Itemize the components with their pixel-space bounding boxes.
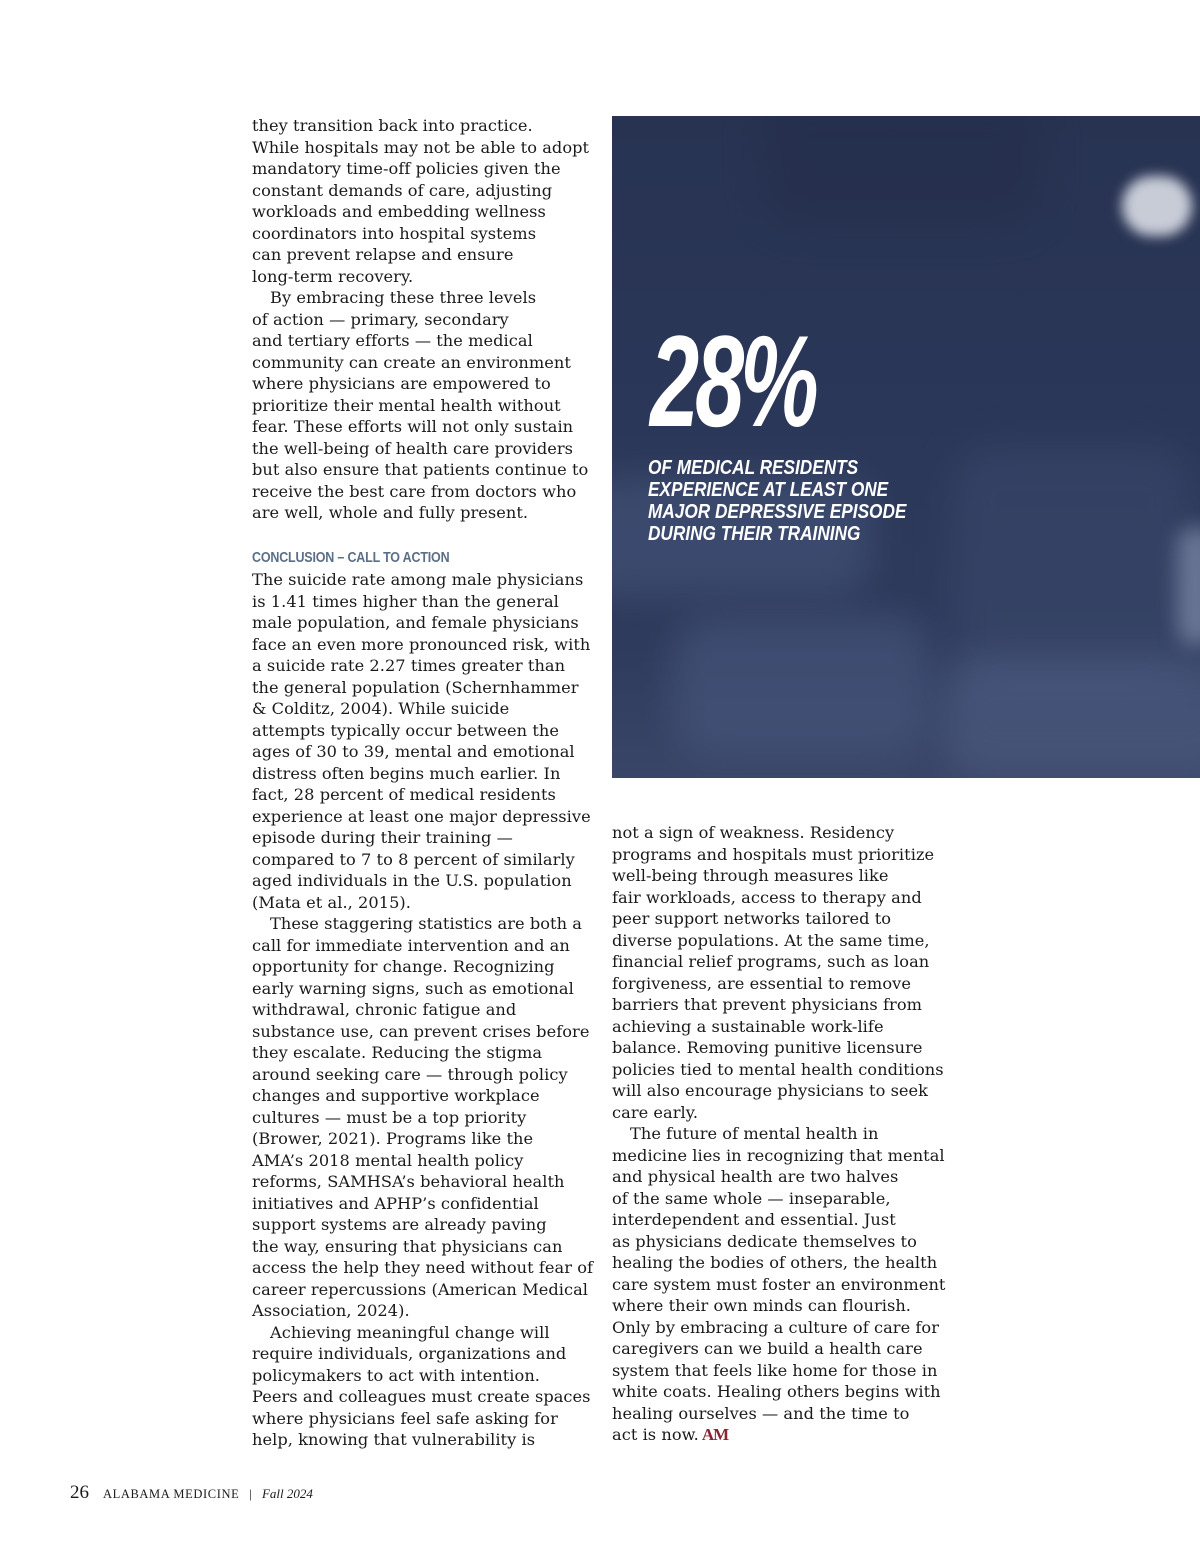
end-mark-logo: AM bbox=[701, 1425, 729, 1444]
right-column bbox=[612, 822, 957, 1446]
body-paragraph: The suicide rate among male physicians is 1.41 times higher than the general male population, and female physicians face an even more pronounced risk, with a suicide rate 2.27 times greater than the general population (Schernhammer & Colditz, 2004). While suicide attempts typically occur between the ages of 30 to 39, mental and emotional distress often begins much earlier. In fact, 28 percent of medical residents experience at least one major depressive episode during their training — compared to 7 to 8 percent of similarly aged individuals in the U.S. population (Mata et al., 2015). bbox=[252, 570, 591, 912]
body-paragraph: These staggering statistics are both a call for immediate intervention and an opportunity for change. Recognizing early warning signs, such as emotional withdrawal, chronic fatigue and substance use, can prevent crises before they escalate. Reducing the stigma around seeking care — through policy changes and supportive workplace cultures — must be a top priority (Brower, 2021). Programs like the AMA’s 2018 mental health policy reforms, SAMHSA’s behavioral health initiatives and APHP’s confidential support systems are already paving the way, ensuring that physicians can access the help they need without fear of career repercussions (American Medical Association, 2024). bbox=[252, 914, 594, 1320]
hospital-corridor-photo bbox=[612, 116, 1200, 778]
statistic-caption: OF MEDICAL RESIDENTS EXPERIENCE AT LEAST ONE MAJOR DEPRESSIVE EPISODE DURING THEIR TRAINING bbox=[648, 456, 907, 545]
photo-light-glare bbox=[1177, 526, 1200, 646]
body-paragraph bbox=[612, 1123, 957, 1446]
statistic-number: 28% bbox=[650, 308, 815, 454]
page-footer bbox=[70, 1482, 313, 1504]
publication-name: ALABAMA MEDICINE bbox=[103, 1487, 240, 1501]
photo-light-glare bbox=[1122, 176, 1192, 236]
footer-separator: | bbox=[249, 1486, 252, 1501]
left-column bbox=[252, 115, 597, 1451]
photo-blur-shape bbox=[672, 616, 932, 756]
page-number: 26 bbox=[70, 1482, 89, 1503]
body-paragraph-text: The future of mental health in medicine lies in recognizing that mental and physical health are two halves of the same whole — inseparable, interdependent and essential. Just as physicians dedicate themselves to healing the bodies of others, the health care system must foster an environment where their own minds can flourish. Only by embracing a culture of care for caregivers can we build a health care system that feels like home for those in white coats. Healing others begins with healing ourselves — and the time to act is now. bbox=[612, 1124, 946, 1444]
photo-blur-shape bbox=[762, 116, 1042, 226]
body-paragraph: not a sign of weakness. Residency programs and hospitals must prioritize well-being through measures like fair workloads, access to therapy and peer support networks tailored to diverse populations. At the same time, financial relief programs, such as loan forgiveness, are essential to remove barriers that prevent physicians from achieving a sustainable work-life balance. Removing punitive licensure policies tied to mental health conditions will also encourage physicians to seek care early. bbox=[612, 823, 944, 1122]
body-paragraph: Achieving meaningful change will require individuals, organizations and policymakers to act with intention. Peers and colleagues must create spaces where physicians feel safe asking for help, knowing that vulnerability is bbox=[252, 1322, 591, 1449]
photo-blur-shape bbox=[942, 656, 1200, 776]
body-paragraph: By embracing these three levels of action — primary, secondary and tertiary efforts — the medical community can create an environment where physicians are empowered to prioritize their mental health without fear. These efforts will not only sustain the well-being of health care providers but also ensure that patients continue to receive the best care from doctors who are well, whole and fully present. bbox=[252, 288, 589, 522]
body-paragraph: they transition back into practice. While hospitals may not be able to adopt mandatory time-off policies given the constant demands of care, adjusting workloads and embedding wellness coordinators into hospital systems can prevent relapse and ensure long-term recovery. bbox=[252, 116, 590, 286]
section-heading: CONCLUSION – CALL TO ACTION bbox=[252, 549, 450, 566]
issue-date: Fall 2024 bbox=[261, 1486, 313, 1501]
